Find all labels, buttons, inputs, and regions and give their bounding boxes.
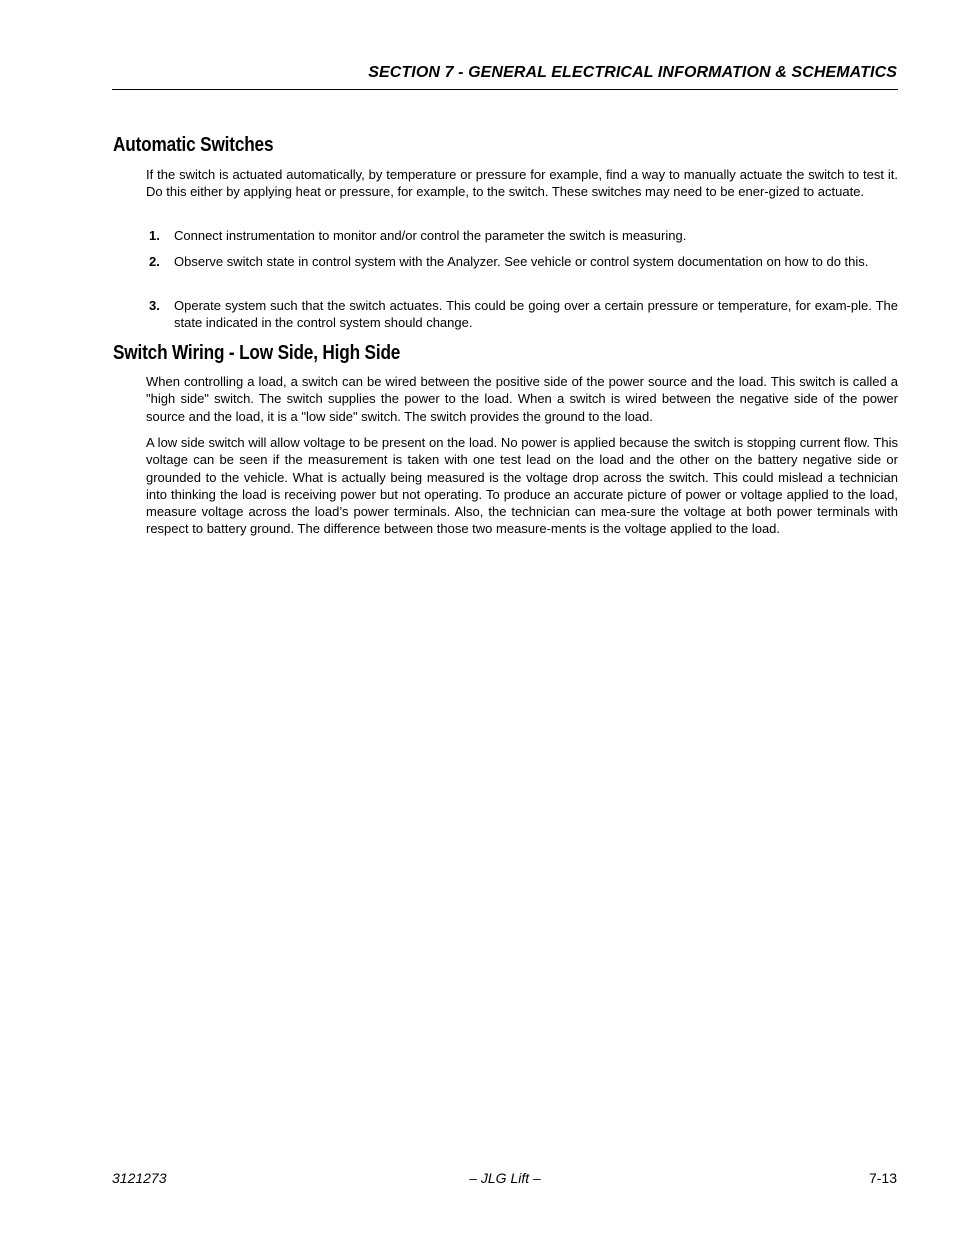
list-item xyxy=(146,253,898,270)
list-item xyxy=(146,227,898,244)
switch-wiring-paragraph: When controlling a load, a switch can be wired between the positive side of the power source and the load. This switch is called a "high side" switch. The switch supplies the power to the load. When a switch is wired between the negative side of the power source and the load, it is a "low side" switch. The switch provides the ground to the load. xyxy=(146,374,898,424)
heading-automatic-switches: Automatic Switches xyxy=(113,134,274,156)
footer-doc-number: 3121273 xyxy=(112,1170,167,1186)
automatic-switches-intro: If the switch is actuated automatically, by temperature or pressure for example, find a way to manually actuate the switch to test it. Do this either by applying heat or pressure, for example, to the switch. These switches may need to be ener-gized to actuate. xyxy=(146,167,898,200)
header-divider xyxy=(112,89,898,90)
list-item-number: 3. xyxy=(149,298,160,313)
list-item xyxy=(146,297,898,332)
heading-switch-wiring: Switch Wiring - Low Side, High Side xyxy=(113,342,401,364)
list-item-text: Connect instrumentation to monitor and/or control the parameter the switch is measuring. xyxy=(174,228,687,243)
list-item-number: 1. xyxy=(149,228,160,243)
footer-page-number: 7-13 xyxy=(868,1170,897,1186)
switch-wiring-paragraph: A low side switch will allow voltage to be present on the load. No power is applied because the switch is stopping current flow. This voltage can be seen if the measurement is taken with one test lead on the load and the other on the battery negative side or grounded to the vehicle. What is actually being measured is the voltage drop across the switch. This could mislead a technician into thinking the load is receiving power but not operating. To produce an accurate picture of power or voltage applied to the load, measure voltage across the load’s power terminals. Also, the technician can mea-sure the voltage at both power terminals with respect to battery ground. The difference between those two measure-ments is the voltage applied to the load. xyxy=(146,435,898,537)
section-header-title: SECTION 7 - GENERAL ELECTRICAL INFORMATION & SCHEMATICS xyxy=(368,64,897,81)
list-item-text: Operate system such that the switch actuates. This could be going over a certain pressure or temperature, for exam-ple. The state indicated in the control system should change. xyxy=(174,298,898,331)
list-item-text: Observe switch state in control system with the Analyzer. See vehicle or control system documentation on how to do this. xyxy=(174,254,869,269)
footer-publisher: – JLG Lift – xyxy=(469,1170,541,1186)
list-item-number: 2. xyxy=(149,254,160,269)
